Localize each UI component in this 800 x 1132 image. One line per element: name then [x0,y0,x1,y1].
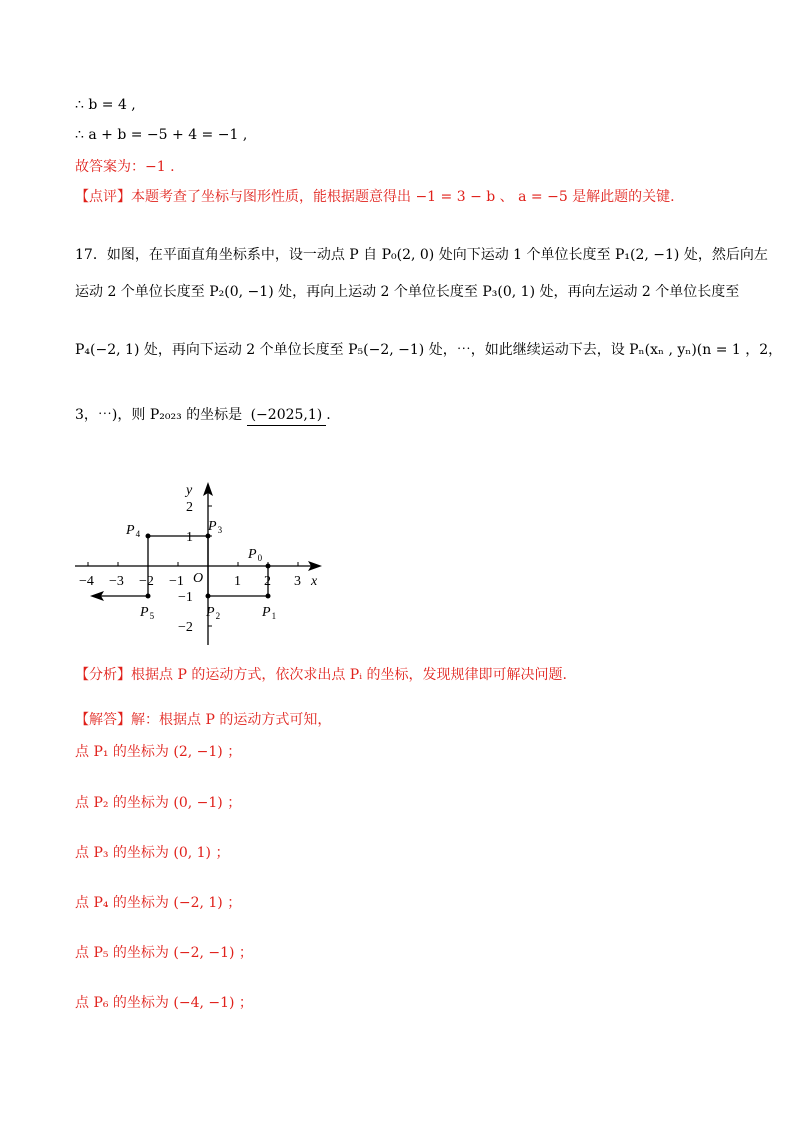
problem-line-2: 运动 2 个单位长度至 P₂(0, −1) 处，再向上运动 2 个单位长度至 P₃(0, 1) 处，再向左运动 2 个单位长度至 [75,284,740,300]
tick-labels [79,483,318,635]
problem-line-4-pre: 3，⋯)，则 P₂₀₂₃ 的坐标是 [75,407,247,423]
solution-text: 解：根据点 P 的运动方式可知， [131,712,332,728]
answer-blank: (−2025,1) [247,405,327,426]
point-2 [206,594,211,599]
x-tick-label: −2 [139,574,154,589]
y-tick-label: −2 [178,620,193,635]
comment-tag: 【点评】 [75,189,131,205]
point-0 [266,564,271,569]
point-label-1: $P_1$ [262,605,277,621]
y-axis-label: y [186,483,193,498]
x-axis-label: x [311,574,318,589]
prev-line-2: ∴ a + b = −5 + 4 = −1 , [75,127,248,143]
solution-tag: 【解答】 [75,712,131,728]
y-tick-label: 2 [186,500,193,515]
y-tick-label: −1 [178,590,193,605]
origin-label: O [193,571,204,586]
point-1 [266,594,271,599]
y-tick-label: 1 [186,530,193,545]
point-4 [146,534,151,539]
point-label-0: $P_0$ [248,547,263,563]
point-label-2: $P_2$ [206,605,221,621]
solution-line: 点 P₄ 的坐标为 (−2, 1) ； [75,895,242,911]
x-tick-label: 3 [294,574,301,589]
x-tick-label: −4 [79,574,94,589]
analysis-tag: 【分析】 [75,667,131,683]
solution-line: 点 P₆ 的坐标为 (−4, −1) ； [75,995,253,1011]
comment-text: 本题考查了坐标与图形性质，能根据题意得出 −1 = 3 − b 、 a = −5 是解此题的关键. [131,189,675,205]
solution-line: 点 P₅ 的坐标为 (−2, −1) ； [75,945,253,961]
point-5 [146,594,151,599]
point-label-5: $P_5$ [140,605,155,621]
prev-answer: 故答案为：−1 . [75,159,175,175]
point-label-3: $P_3$ [208,519,223,535]
point-3 [206,534,211,539]
x-tick-label: 1 [234,574,241,589]
axes [75,482,322,645]
analysis [75,665,567,685]
analysis-text: 根据点 P 的运动方式，依次求出点 Pᵢ 的坐标，发现规律即可解决问题. [131,667,567,683]
problem-line-3: P₄(−2, 1) 处，再向下运动 2 个单位长度至 P₅(−2, −1) 处，⋯，如此继续运动下去，设 Pₙ(xₙ , yₙ)(n = 1 ，2， [75,342,783,358]
problem-line-4-post: . [326,407,331,423]
solution-line: 点 P₁ 的坐标为 (2, −1) ； [75,744,242,760]
problem-line-1: 17．如图，在平面直角坐标系中，设一动点 P 自 P₀(2, 0) 处向下运动 1 个单位长度至 P₁(2, −1) 处，然后向左 [75,247,768,263]
solution-header [75,710,331,730]
x-tick-label: −1 [169,574,184,589]
prev-line-1: ∴ b = 4 , [75,97,136,113]
x-tick-label: −3 [109,574,124,589]
x-tick-label: 2 [264,574,271,589]
point-label-4: $P_4$ [126,523,141,539]
solution-line: 点 P₃ 的坐标为 (0, 1) ； [75,845,230,861]
solution-line: 点 P₂ 的坐标为 (0, −1) ； [75,795,242,811]
